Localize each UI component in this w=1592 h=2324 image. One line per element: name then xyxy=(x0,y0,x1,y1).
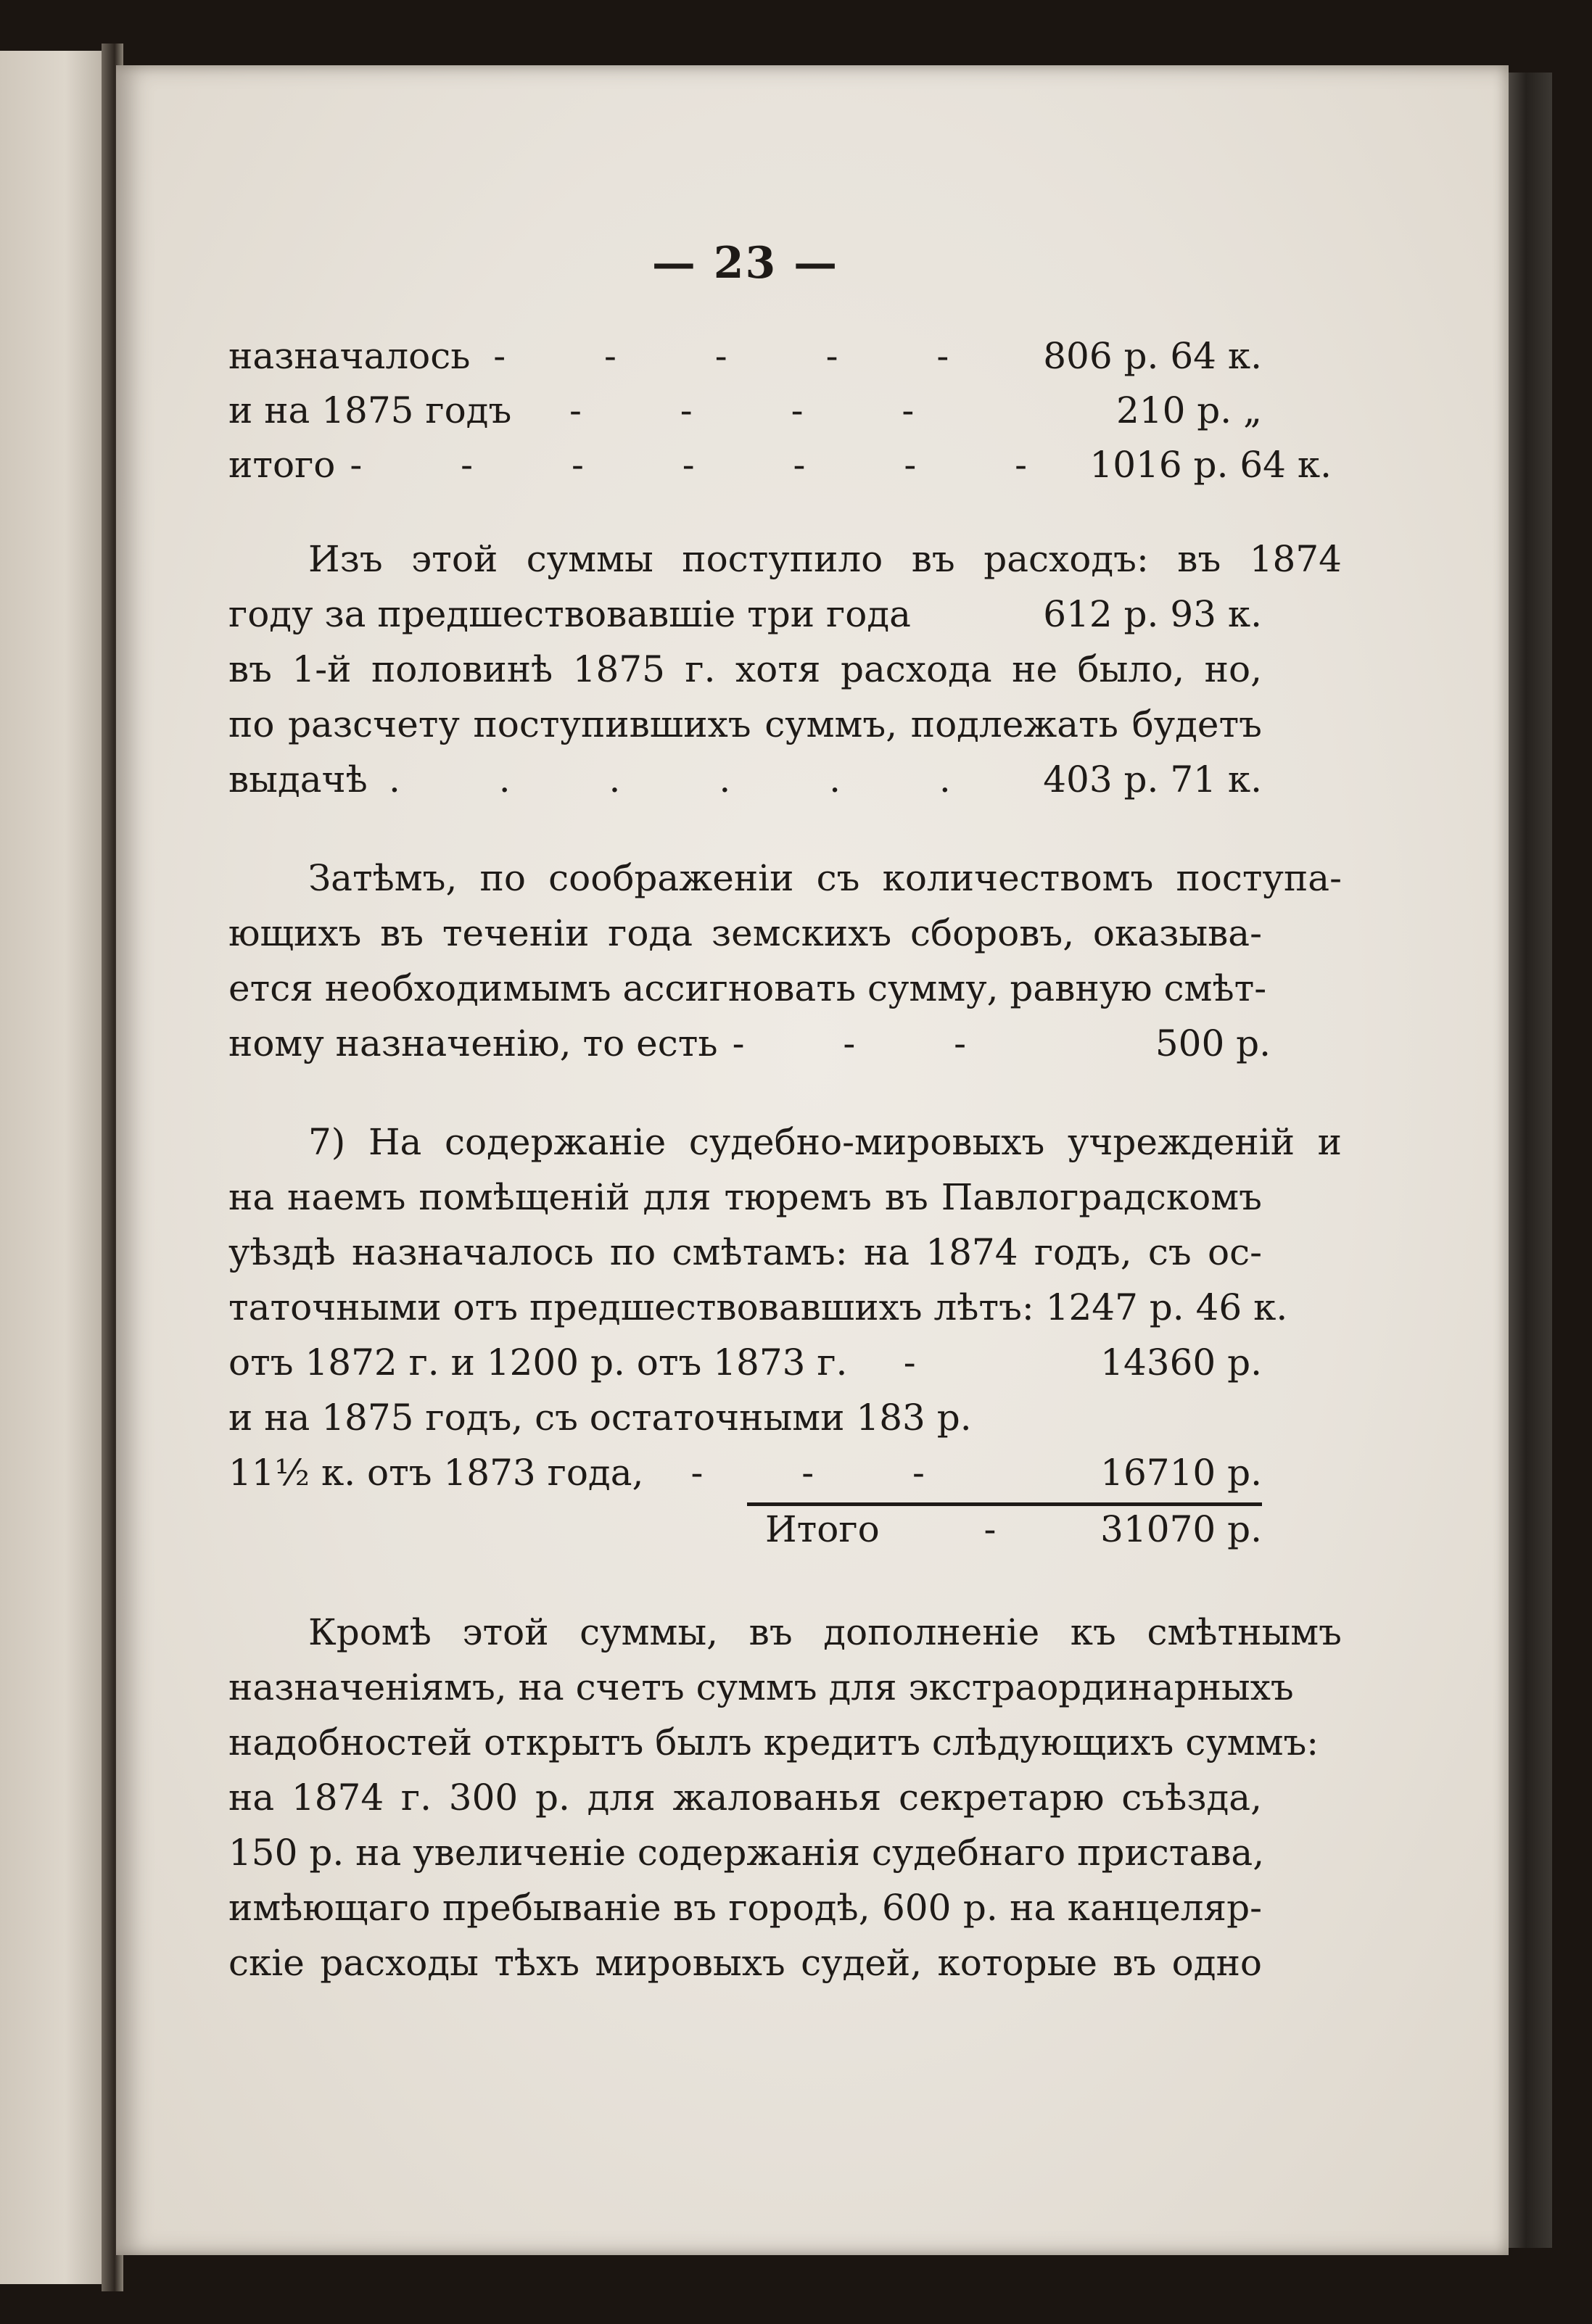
row-dashes: - - - - - xyxy=(493,335,993,377)
row-dashes: - - - - - - - xyxy=(350,444,1071,486)
row-amount: 806 р. 64 к. xyxy=(1043,335,1262,377)
total-amount: 31070 р. xyxy=(1100,1508,1262,1550)
text-line: скіе расходы тѣхъ мировыхъ судей, которые въ одно xyxy=(228,1942,1262,1984)
amount-row xyxy=(228,326,1262,386)
line-dashes: - - - xyxy=(690,1452,968,1494)
total-row xyxy=(765,1500,1262,1560)
total-dash: - xyxy=(983,1508,997,1550)
line-amount: 403 р. 71 к. xyxy=(1043,758,1262,801)
text-line xyxy=(228,584,1262,645)
line-amount: 14360 р. xyxy=(1100,1341,1262,1384)
text-line xyxy=(228,1333,1262,1393)
text-line: на наемъ помѣщеній для тюремъ въ Павлоградскомъ xyxy=(228,1176,1262,1218)
line-text: ному назначенію, то есть xyxy=(228,1022,718,1064)
text-line: надобностей открытъ былъ кредитъ слѣдующихъ суммъ: xyxy=(228,1721,1319,1763)
line-amount: 500 р. xyxy=(1155,1022,1271,1064)
amount-row xyxy=(228,381,1262,441)
text-line xyxy=(228,1443,1262,1503)
text-line: Кромѣ этой суммы, въ дополненіе къ смѣтнымъ xyxy=(308,1611,1342,1653)
text-line: 7) На содержаніе судебно-мировыхъ учрежденій и xyxy=(308,1121,1342,1163)
text-line: назначеніямъ, на счетъ суммъ для экстраординарныхъ xyxy=(228,1666,1294,1708)
text-line: ется необходимымъ ассигновать сумму, равную смѣт- xyxy=(228,967,1267,1009)
line-dash: - xyxy=(903,1341,960,1384)
line-amount: 612 р. 93 к. xyxy=(1043,593,1262,635)
text-line: и на 1875 годъ, съ остаточными 183 р. xyxy=(228,1397,972,1439)
text-line: Изъ этой суммы поступило въ расходъ: въ 1874 xyxy=(308,538,1342,580)
page-edges xyxy=(1509,73,1552,2248)
row-label: и на 1875 годъ xyxy=(228,389,512,431)
page-number: — 23 — xyxy=(651,238,839,289)
text-line: таточными отъ предшествовавшихъ лѣтъ: 1247 р. 46 к. xyxy=(228,1286,1288,1328)
line-amount: 16710 р. xyxy=(1100,1452,1262,1494)
text-line: уѣздѣ назначалось по смѣтамъ: на 1874 годъ, съ ос- xyxy=(228,1231,1262,1273)
line-text: году за предшествовавшіе три года xyxy=(228,593,911,635)
line-text: 11½ к. отъ 1873 года, xyxy=(228,1452,644,1494)
line-dashes: - - - xyxy=(732,1022,1010,1064)
facing-page xyxy=(0,51,109,2284)
row-dashes: - - - - xyxy=(569,389,958,431)
text-line: по разсчету поступившихъ суммъ, подлежать будетъ xyxy=(228,703,1262,745)
amount-row-total xyxy=(228,435,1332,495)
row-amount: 1016 р. 64 к. xyxy=(1089,444,1332,486)
row-label: итого xyxy=(228,444,336,486)
line-text: отъ 1872 г. и 1200 р. отъ 1873 г. xyxy=(228,1341,848,1384)
text-line: 150 р. на увеличеніе содержанія судебнаго пристава, xyxy=(228,1832,1265,1874)
line-text: выдачѣ xyxy=(228,758,368,801)
text-line: имѣющаго пребываніе въ городѣ, 600 р. на канцеляр- xyxy=(228,1887,1262,1929)
text-line xyxy=(228,1014,1271,1074)
row-amount: 210 р. „ xyxy=(1115,389,1262,431)
total-label: Итого xyxy=(765,1508,880,1550)
text-line: въ 1-й половинѣ 1875 г. хотя расхода не было, но, xyxy=(228,648,1262,690)
row-label: назначалось xyxy=(228,335,471,377)
text-line: Затѣмъ, по соображеніи съ количествомъ поступа- xyxy=(308,857,1342,899)
text-line xyxy=(228,750,1262,810)
text-line: на 1874 г. 300 р. для жалованья секретарю съѣзда, xyxy=(228,1777,1262,1819)
text-line: ющихъ въ теченіи года земскихъ сборовъ, оказыва- xyxy=(228,912,1262,954)
line-dots: . . . . . . xyxy=(388,758,994,801)
